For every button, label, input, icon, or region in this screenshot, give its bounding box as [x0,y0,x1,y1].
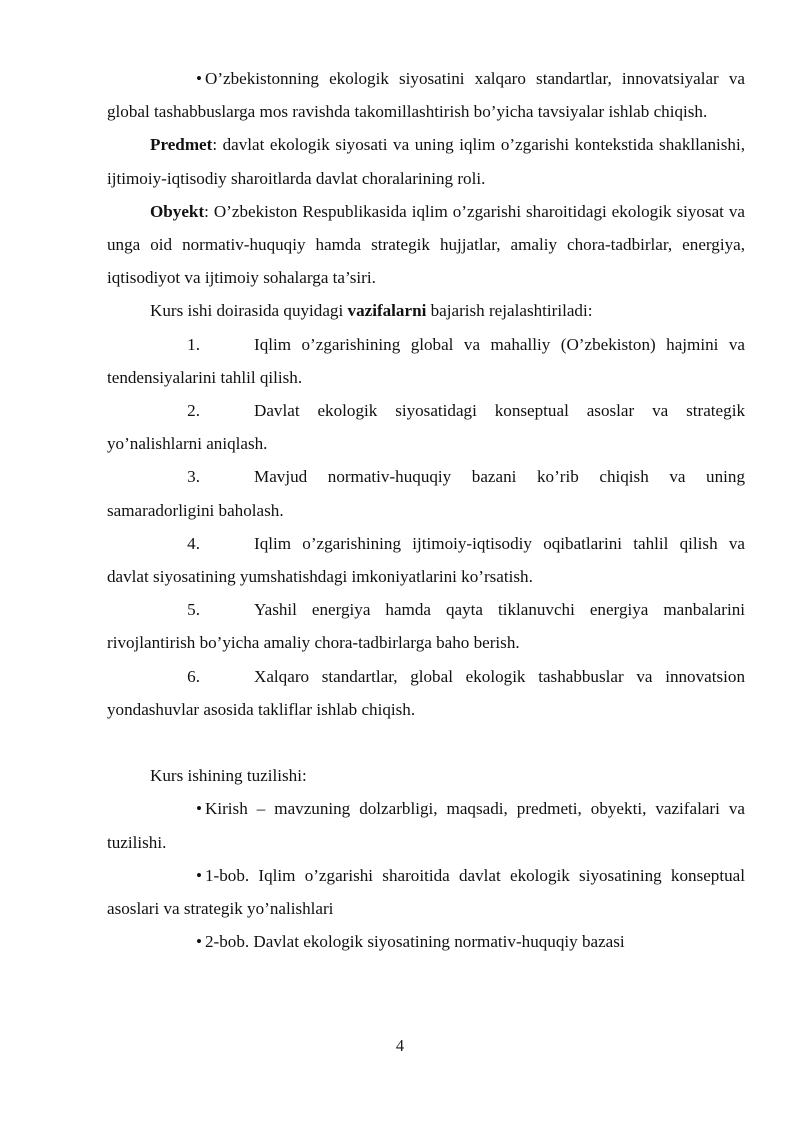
task-text: Iqlim o’zgarishining global va mahalliy (O’zbekiston) hajmini va tendensiyalarini tahlil qilish. [107,334,745,387]
bullet-icon: • [196,932,202,952]
structure-item [107,925,745,958]
tasks-intro-before: Kurs ishi doirasida quyidagi [150,301,348,321]
task-item [107,328,745,394]
paragraph-predmet [107,128,745,194]
blank-line-spacer [107,726,745,759]
task-item [107,527,745,593]
structure-item-text: 1-bob. Iqlim o’zgarishi sharoitida davlat ekologik siyosatining konseptual asoslari va strategik yo’nalishlari [107,865,745,919]
bullet-icon: • [196,865,202,885]
predmet-label: Predmet [150,135,213,155]
structure-heading: Kurs ishining tuzilishi: [150,766,307,786]
task-item [107,593,745,659]
task-item [107,660,745,726]
task-text: Davlat ekologik siyosatidagi konseptual asoslar va strategik yo’nalishlarni aniqlash. [107,401,745,454]
task-text: Iqlim o’zgarishining ijtimoiy-iqtisodiy oqibatlarini tahlil qilish va davlat siyosatining yumshatishdagi imkoniyatlarini ko’rsatish. [107,533,745,587]
paragraph-obyekt [107,195,745,295]
structure-item-text: Kirish – mavzuning dolzarbligi, maqsadi, predmeti, obyekti, vazifalari va tuzilishi. [107,799,745,852]
task-number: 4. [187,533,200,553]
task-text: Mavjud normativ-huquqiy bazani ko’rib chiqish va uning samaradorligini baholash. [107,467,745,520]
task-number: 3. [187,467,200,487]
task-number: 2. [187,401,200,421]
page-body [107,62,745,958]
task-item [107,394,745,460]
task-number: 6. [187,666,200,686]
task-text: Xalqaro standartlar, global ekologik tashabbuslar va innovatsion yondashuvlar asosida takliflar ishlab chiqish. [107,666,745,719]
bullet-paragraph-recommendations [107,62,745,128]
task-item [107,460,745,526]
tasks-intro-after: bajarish rejalashtiriladi: [426,301,593,321]
page-number: 4 [395,1036,405,1055]
predmet-text: : davlat ekologik siyosati va uning iqlim o’zgarishi kontekstida shakllanishi, ijtimoiy-iqtisodiy sharoitlarda davlat choralarining roli. [107,135,745,188]
structure-item-text: 2-bob. Davlat ekologik siyosatining normativ-huquqiy bazasi [205,932,625,952]
obyekt-text: : O’zbekiston Respublikasida iqlim o’zgarishi sharoitidagi ekologik siyosat va unga oid normativ-huquqiy hamda strategik hujjatlar, amaliy chora-tadbirlar, energiya, iqtisodiyot va ijtimoiy sohalarga ta’siri. [107,201,745,288]
task-number: 5. [187,600,200,620]
bullet-icon: • [196,799,202,819]
paragraph-tasks-intro [107,294,745,327]
structure-item [107,792,745,858]
bullet-icon: • [196,69,202,88]
structure-item [107,859,745,925]
task-text: Yashil energiya hamda qayta tiklanuvchi energiya manbalarini rivojlantirish bo’yicha amaliy chora-tadbirlarga baho berish. [107,600,745,653]
obyekt-label: Obyekt [150,201,205,221]
task-number: 1. [187,334,200,354]
bullet-paragraph-text: O’zbekistonning ekologik siyosatini xalqaro standartlar, innovatsiyalar va global tashabbuslarga mos ravishda takomillashtirish bo’yicha tavsiyalar ishlab chiqish. [107,69,745,122]
tasks-intro-bold: vazifalarni [347,301,427,321]
